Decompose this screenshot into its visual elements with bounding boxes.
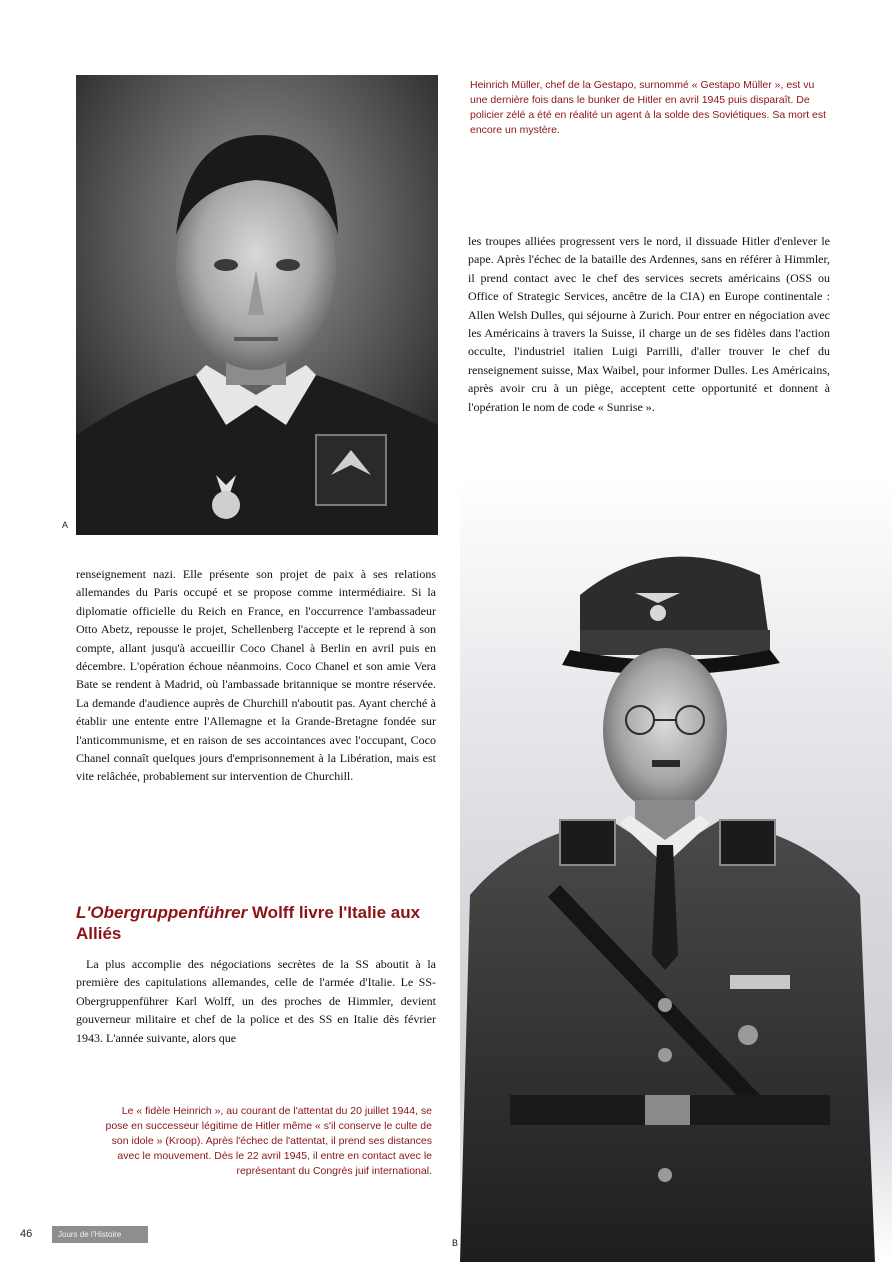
footer-tag: Jours de l'Histoire <box>52 1226 148 1243</box>
caption-muller: Heinrich Müller, chef de la Gestapo, surnommé « Gestapo Müller », est vu une dernière fois dans le bunker de Hitler en avril 1945 puis disparaît. De policier zélé a été en réalité un agent à la solde des Soviétiques. Sa mort est encore un mystère. <box>470 79 827 136</box>
page-number: 46 <box>20 1228 33 1240</box>
section-heading-italic: L'Obergruppenführer <box>76 903 248 922</box>
portrait-photo-muller <box>76 75 438 535</box>
photo-credit-bottom: B <box>452 1238 459 1248</box>
caption-himmler: Le « fidèle Heinrich », au courant de l'attentat du 20 juillet 1944, se pose en successeur légitime de Hitler même « s'il conserve le culte de son idole » (Kroop). Après l'échec de l'attentat, il prend ses distances avec le mouvement. Dès le 22 avril 1945, il entre en contact avec le représentant du Congrès juif international. <box>105 1105 432 1177</box>
section-heading <box>76 902 436 944</box>
body-text-right-column: les troupes alliées progressent vers le nord, il dissuade Hitler d'enlever le pape. Après l'échec de la bataille des Ardennes, sans en référer à Himmler, il prend contact avec le chef des services secrets américains (OSS ou Office of Strategic Services, ancêtre de la CIA) en Europe continentale : Allen Welsh Dulles, qui séjourne à Zurich. Pour entrer en négociation avec les Américains à travers la Suisse, il charge un de ses fidèles dans l'action occulte, l'industriel italien Luigi Parrilli, d'aller trouver le chef du renseignement suisse, Max Waibel, pour informer Dulles. Les Américains, après avoir cru à un piège, acceptent cette opportunité et donnent à l'opération le nom de code « Sunrise ». <box>468 234 830 414</box>
portrait-photo-himmler <box>430 535 892 1262</box>
body-text-left-column: renseignement nazi. Elle présente son projet de paix à ses relations allemandes du Paris occupé et se propose comme intermédiaire. Si la diplomatie officielle du Reich en France, en l'occurrence l'ambassadeur Otto Abetz, repousse le projet, Schellenberg l'accepte et le reprend à son compte, allant jusqu'à accueillir Coco Chanel à Berlin en avril puis en décembre. L'opération échoue néanmoins. Coco Chanel et son amie Vera Bate se rendent à Madrid, où l'ambassade britannique se montre réservée. La demande d'audience auprès de Churchill n'aboutit pas. Ayant cherché à établir une entente entre l'Allemagne et la Grande-Bretagne fondée sur l'anticommunisme, et en raison de ses accointances avec l'occupant, Coco Chanel connaît quelques jours d'emprisonnement à la Libération, mais est vite relâchée, probablement sur intervention de Churchill. <box>76 567 436 784</box>
section-heading-rest: Wolff livre l'Italie aux Alliés <box>76 903 421 943</box>
portrait-muller-illustration <box>76 75 438 535</box>
portrait-himmler-illustration <box>430 535 892 1262</box>
photo-credit-top: A <box>62 520 69 530</box>
body-text-section-start: La plus accomplie des négociations secrètes de la SS aboutit à la première des capitulations allemandes, celle de l'armée d'Italie. Le SS-Obergruppenführer Karl Wolff, un des proches de Himmler, devient gouverneur militaire et chef de la police et des SS en Italie dès février 1943. L'année suivante, alors que <box>76 957 436 1045</box>
